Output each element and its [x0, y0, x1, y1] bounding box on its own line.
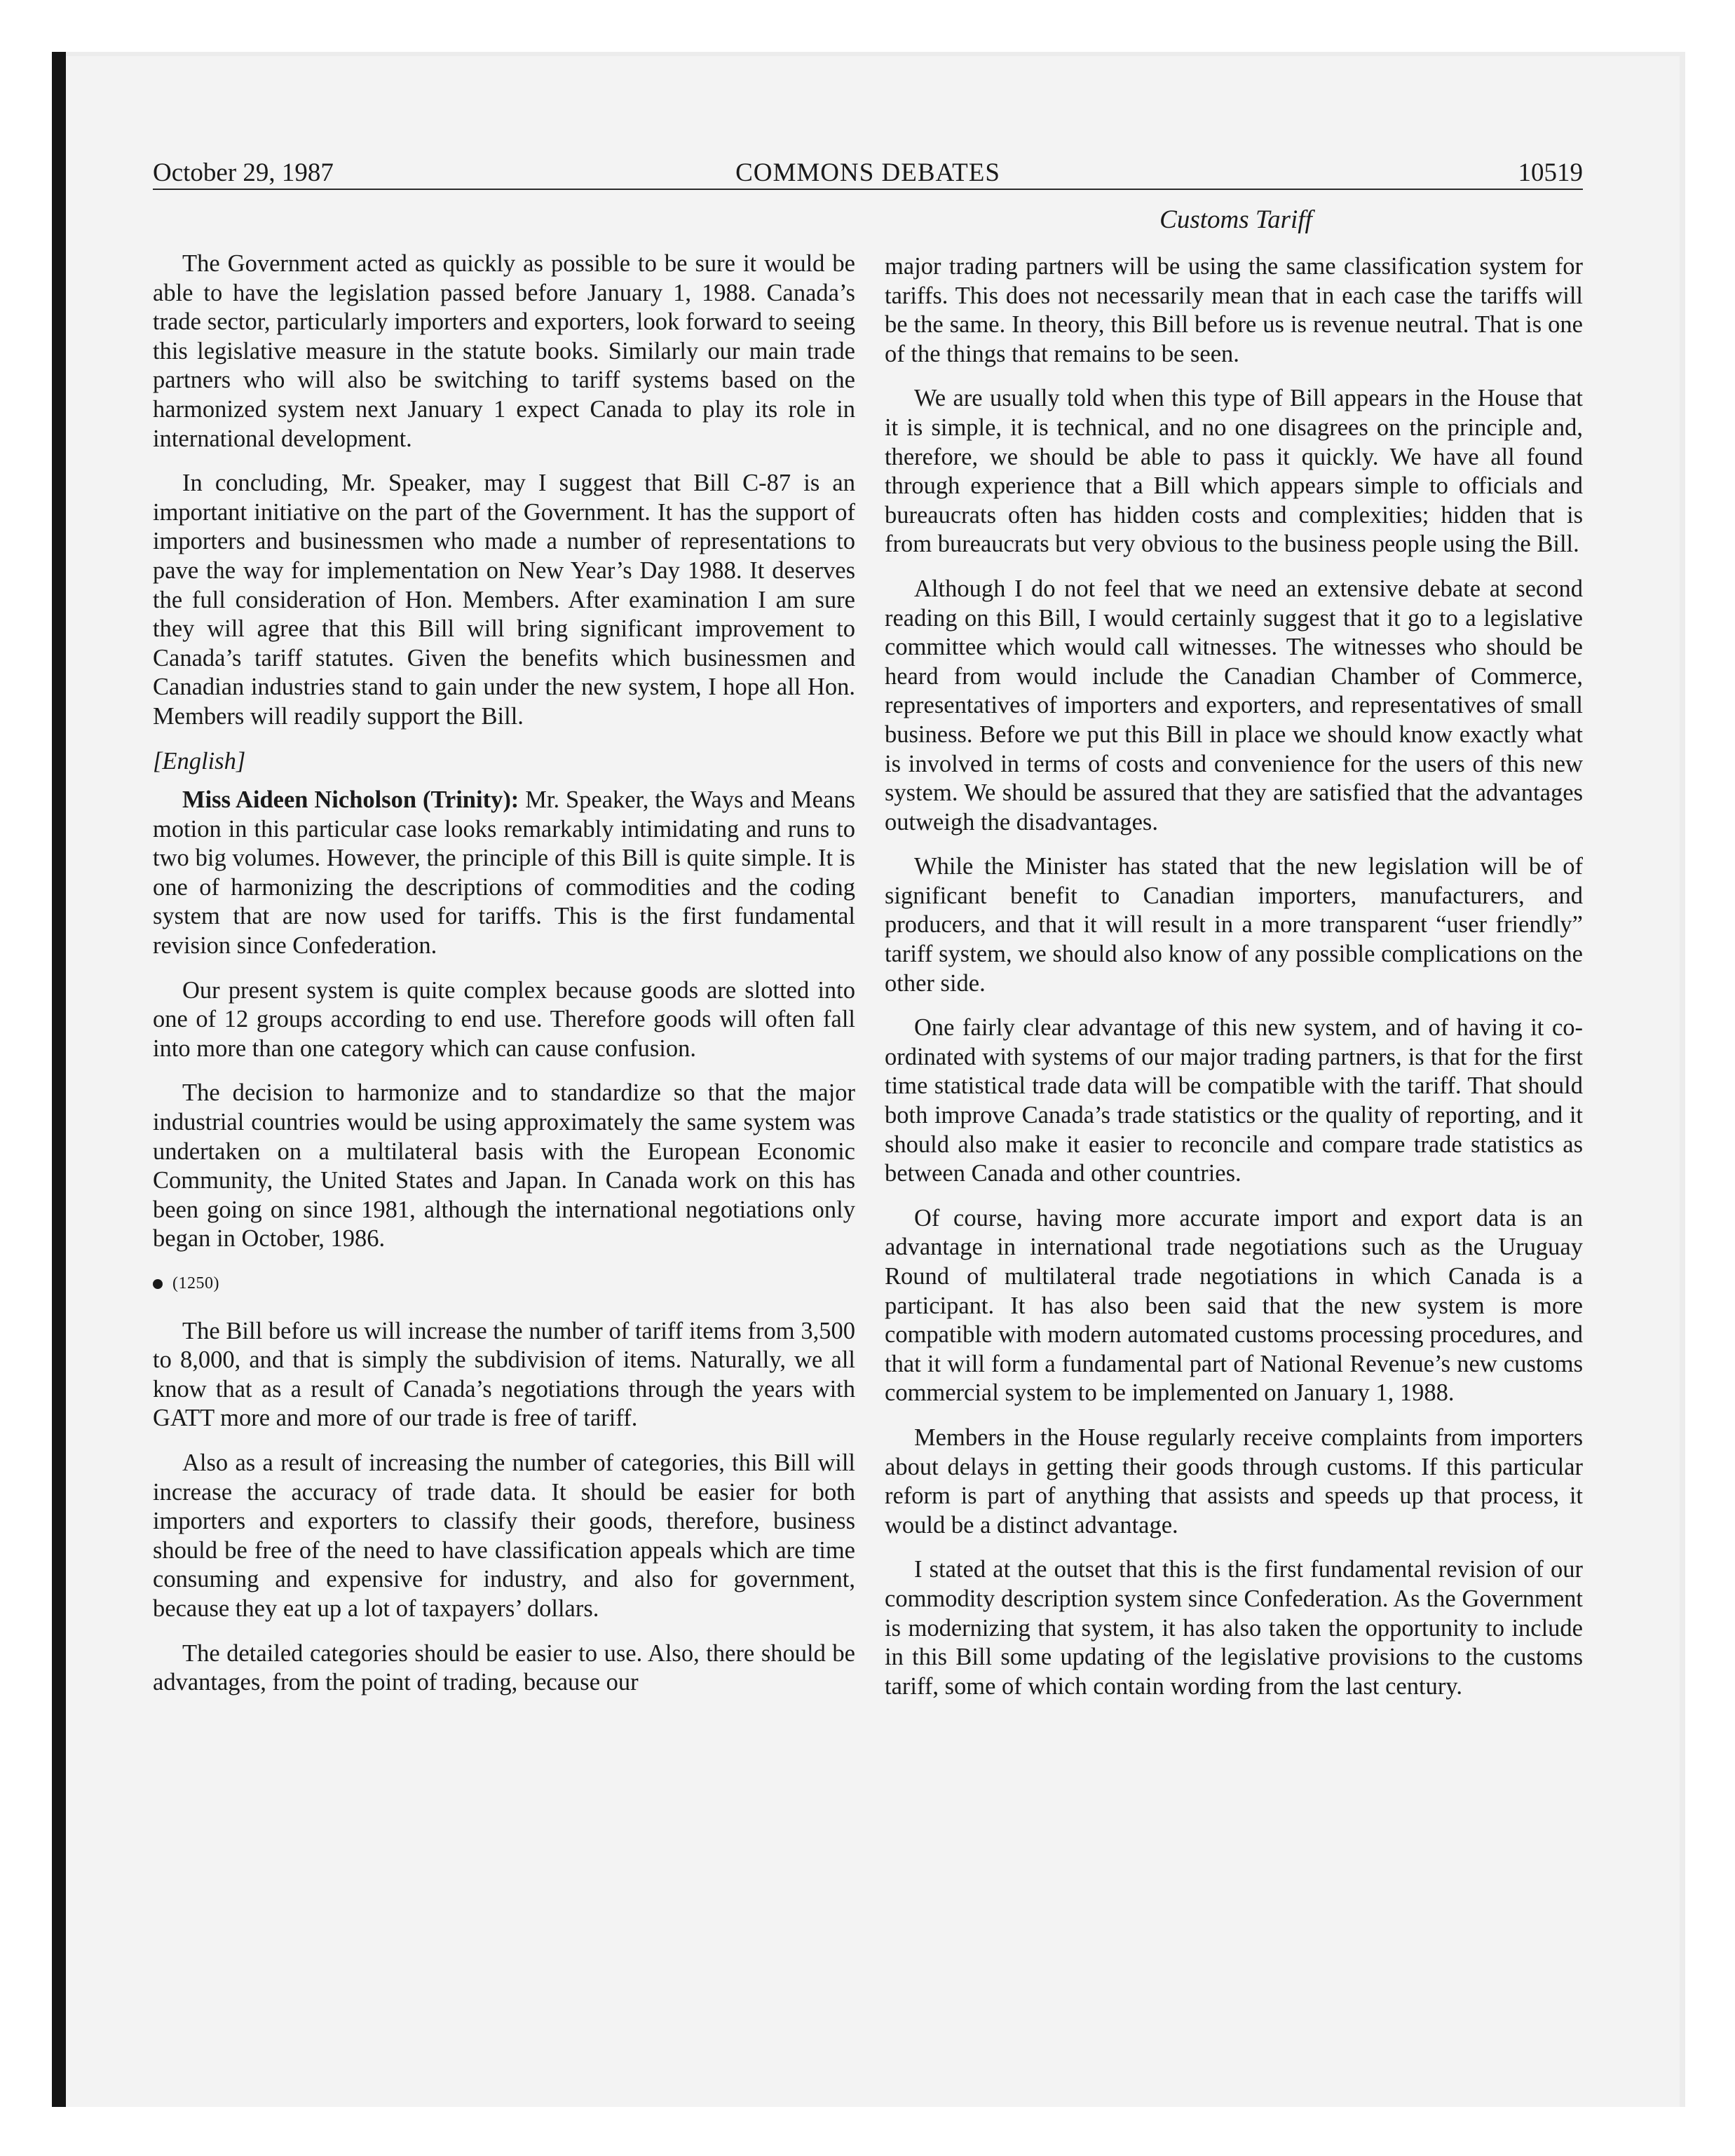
paragraph: In concluding, Mr. Speaker, may I suggest that Bill C-87 is an important initiative on the part of the Government. It has the support of importers and businessmen who made a number of representations to pave the way for implementation on New Year’s Day 1988. It deserves the full consideration of Hon. Members. After examination I am sure they will agree that this Bill will bring significant improvement to Canada’s tariff statutes. Given the benefits which businessmen and Canadian industries stand to gain under the new system, I hope all Hon. Members will readily support the Bill. [153, 470, 855, 730]
paragraph: We are usually told when this type of Bill appears in the House that it is simple, it is technical, and no one disagrees on the principle and, therefore, we should be able to pass it quickly. We have all found through experience that a Bill which appears simple to officials and bureaucrats often has hidden costs and complexities; hidden that is from bureaucrats but very obvious to the business people using the Bill. [885, 385, 1583, 558]
paragraph: The Government acted as quickly as possible to be sure it would be able to have the legislation passed before January 1, 1988. Canada’s trade sector, particularly importers and exporters, look forward to seeing this legislative measure in the statute books. Similarly our main trade partners who will also be switching to tariff systems based on the harmonized system next January 1 expect Canada to play its role in international development. [153, 250, 855, 452]
paragraph: I stated at the outset that this is the first fundamental revision of our commodity description system since Confederation. As the Government is modernizing that system, it has also taken the opportunity to include in this Bill some updating of the legislative provisions to the customs tariff, some of which contain wording from the last century. [885, 1556, 1583, 1700]
page-number: 10519 [1518, 158, 1583, 187]
scan-binding-shadow [52, 52, 66, 2107]
speaker-name: Miss Aideen Nicholson (Trinity): [182, 786, 519, 814]
left-column [153, 250, 855, 1713]
paragraph: The detailed categories should be easier to use. Also, there should be advantages, from the point of trading, because our [153, 1639, 855, 1696]
time-marker-text: (1250) [172, 1274, 219, 1292]
paragraph: While the Minister has stated that the new legislation will be of significant benefit to Canadian importers, manufacturers, and producers, and that it will result in a more transparent “user friendly” tariff system, we should also know of any possible complications on the other side. [885, 853, 1583, 997]
paragraph: Although I do not feel that we need an extensive debate at second reading on this Bill, I would certainly suggest that it go to a legislative committee which would call witnesses. The witnesses who should be heard from would include the Canadian Chamber of Commerce, representatives of importers and exporters, and representatives of small business. Before we put this Bill in place we should know exactly what is involved in terms of costs and convenience for the users of this new system. We should be assured that they are satisfied that the advantages outweigh the disadvantages. [885, 575, 1583, 835]
paragraph: Our present system is quite complex because goods are slotted into one of 12 groups according to end use. Therefore goods will often fall into more than one category which can cause confusion. [153, 976, 855, 1062]
bullet-icon [153, 1279, 163, 1289]
speaker-paragraph [153, 786, 855, 961]
paragraph: Members in the House regularly receive complaints from importers about delays in getting their goods through customs. If this particular reform is part of anything that assists and speeds up that process, it would be a distinct advantage. [885, 1424, 1583, 1538]
paragraph: The decision to harmonize and to standardize so that the major industrial countries would be using approximately the same system was undertaken on a multilateral basis with the European Economic Community, the United States and Japan. In Canada work on this has been going on since 1981, although the international negotiations only began in October, 1986. [153, 1079, 855, 1253]
header-title: COMMONS DEBATES [735, 158, 1000, 187]
running-header [153, 158, 1583, 190]
language-marker: [English] [153, 747, 246, 775]
paragraph: major trading partners will be using the same classification system for tariffs. This does not necessarily mean that in each case the tariffs will be the same. In theory, this Bill before us is revenue neutral. That is one of the things that remains to be seen. [885, 253, 1583, 367]
paragraph: Also as a result of increasing the number of categories, this Bill will increase the accuracy of trade data. It should be easier for both importers and exporters to classify their goods, therefore, business should be free of the need to have classification appeals which are time consuming and expensive for industry, and also for government, because they eat up a lot of taxpayers’ dollars. [153, 1449, 855, 1622]
subject-heading: Customs Tariff [1159, 205, 1312, 234]
speaker-text: Mr. Speaker, the Ways and Means motion in this particular case looks remarkably intimidating and runs to two big volumes. However, the principle of this Bill is quite simple. It is one of harmonizing the descriptions of commodities and the coding system that are now used for tariffs. This is the first fundamental revision since Confederation. [153, 786, 855, 960]
right-column [885, 252, 1583, 1717]
scan-edge-right [1680, 52, 1685, 2107]
paragraph: One fairly clear advantage of this new system, and of having it co-ordinated with systems of our major trading partners, is that for the first time statistical trade data will be compatible with the tariff. That should both improve Canada’s trade statistics or the quality of reporting, and it should also make it easier to reconcile and compare trade statistics as between Canada and other countries. [885, 1014, 1583, 1187]
header-date: October 29, 1987 [153, 158, 334, 187]
time-marker [153, 1269, 855, 1299]
paragraph: Of course, having more accurate import and export data is an advantage in international trade negotiations such as the Uruguay Round of multilateral trade negotiations in which Canada is a participant. It has also been said that the new system is more compatible with modern automated customs processing procedures, and that it will form a fundamental part of National Revenue’s new customs commercial system to be implemented on January 1, 1988. [885, 1204, 1583, 1407]
paragraph: The Bill before us will increase the number of tariff items from 3,500 to 8,000, and that is simply the subdivision of items. Naturally, we all know that as a result of Canada’s negotiations through the years with GATT more and more of our trade is free of tariff. [153, 1317, 855, 1432]
